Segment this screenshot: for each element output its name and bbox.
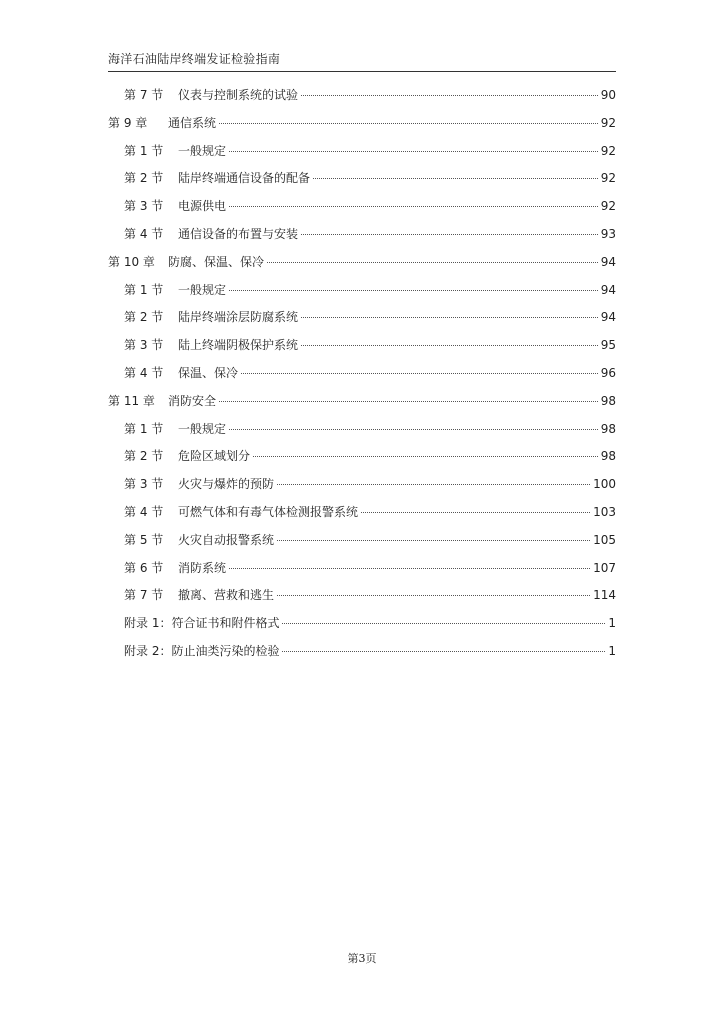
dot-leader <box>229 206 598 207</box>
dot-leader <box>277 595 590 596</box>
toc-entry-number: 第 1 节 <box>124 143 164 158</box>
toc-entry-title: 电源供电 <box>178 199 227 214</box>
toc-entry[interactable] <box>108 392 616 420</box>
toc-entry-title: 撤离、营救和逃生 <box>178 588 275 603</box>
toc-entry-page: 98 <box>600 449 616 464</box>
toc-entry-page: 94 <box>600 310 616 325</box>
dot-leader <box>229 151 598 152</box>
toc-entry[interactable] <box>108 475 616 503</box>
dot-leader <box>282 623 605 624</box>
toc-entry-title: 可燃气体和有毒气体检测报警系统 <box>178 504 359 519</box>
toc-entry-page: 92 <box>600 171 616 186</box>
toc-entry-title: 一般规定 <box>178 143 227 158</box>
toc-entry[interactable] <box>108 86 616 114</box>
toc-entry-page: 1 <box>608 643 616 658</box>
page-footer <box>0 950 724 966</box>
toc-entry[interactable] <box>108 364 616 392</box>
toc-entry-number: 第 6 节 <box>124 560 164 575</box>
dot-leader <box>277 484 590 485</box>
toc-entry-number: 第 2 节 <box>124 449 164 464</box>
toc-entry[interactable] <box>108 420 616 448</box>
dot-leader <box>253 456 598 457</box>
toc-entry-number: 第 2 节 <box>124 171 164 186</box>
dot-leader <box>277 540 590 541</box>
dot-leader <box>361 512 590 513</box>
toc-entry-title: 危险区域划分 <box>178 449 251 464</box>
toc-entry-page: 93 <box>600 226 616 241</box>
dot-leader <box>301 317 598 318</box>
dot-leader <box>301 345 598 346</box>
toc-entry-number: 第 2 节 <box>124 310 164 325</box>
toc-entry-page: 94 <box>600 282 616 297</box>
toc-entry-page: 92 <box>600 199 616 214</box>
page-number: 第3页 <box>347 952 377 965</box>
dot-leader <box>313 178 598 179</box>
toc-entry-number: 第 1 节 <box>124 421 164 436</box>
toc-entry-page: 114 <box>593 588 616 603</box>
toc-entry-page: 1 <box>608 616 616 631</box>
toc-entry-page: 105 <box>593 532 616 547</box>
toc-entry-page: 92 <box>600 115 616 130</box>
toc-entry-title: 陆岸终端涂层防腐系统 <box>178 310 299 325</box>
dot-leader <box>219 123 598 124</box>
toc-entry-title: 陆岸终端通信设备的配备 <box>178 171 311 186</box>
toc-entry-number: 第 11 章 <box>108 393 155 408</box>
toc-entry-page: 98 <box>600 393 616 408</box>
toc-entry-title: 一般规定 <box>178 421 227 436</box>
toc-entry-number: 第 3 节 <box>124 477 164 492</box>
toc-entry-title: 消防系统 <box>178 560 227 575</box>
toc-entry-number: 第 4 节 <box>124 226 164 241</box>
toc-entry[interactable] <box>108 253 616 281</box>
toc-entry-page: 90 <box>600 88 616 102</box>
toc-entry-number: 第 4 节 <box>124 365 164 380</box>
toc-entry-title: 附录 1：符合证书和附件格式 <box>124 616 280 631</box>
toc-entry-title: 通信设备的布置与安装 <box>178 226 299 241</box>
toc-entry[interactable] <box>108 197 616 225</box>
dot-leader <box>241 373 598 374</box>
toc-entry[interactable] <box>108 308 616 336</box>
toc-entry-title: 防腐、保温、保冷 <box>168 254 265 269</box>
toc-entry-page: 95 <box>600 338 616 353</box>
toc-entry[interactable] <box>108 559 616 587</box>
table-of-contents <box>108 86 616 670</box>
toc-entry-number: 第 4 节 <box>124 504 164 519</box>
dot-leader <box>301 95 598 96</box>
toc-entry[interactable] <box>108 225 616 253</box>
dot-leader <box>301 234 598 235</box>
toc-entry-page: 100 <box>593 477 616 492</box>
toc-entry-title: 火灾自动报警系统 <box>178 532 275 547</box>
toc-entry-number: 第 10 章 <box>108 254 155 269</box>
header-title: 海洋石油陆岸终端发证检验指南 <box>108 52 281 66</box>
dot-leader <box>282 651 605 652</box>
running-header <box>108 50 616 72</box>
dot-leader <box>229 568 590 569</box>
dot-leader <box>229 429 598 430</box>
toc-entry-title: 通信系统 <box>168 115 217 130</box>
toc-entry[interactable] <box>108 114 616 142</box>
toc-entry-title: 陆上终端阴极保护系统 <box>178 338 299 353</box>
toc-entry-number: 第 7 节 <box>124 88 164 102</box>
toc-entry-title: 一般规定 <box>178 282 227 297</box>
toc-entry-page: 92 <box>600 143 616 158</box>
toc-entry-title: 保温、保冷 <box>178 365 239 380</box>
toc-entry-number: 第 3 节 <box>124 338 164 353</box>
toc-entry-page: 103 <box>593 504 616 519</box>
toc-entry[interactable] <box>108 614 616 642</box>
toc-entry[interactable] <box>108 281 616 309</box>
toc-entry-page: 98 <box>600 421 616 436</box>
toc-entry-page: 107 <box>593 560 616 575</box>
toc-entry-page: 96 <box>600 365 616 380</box>
toc-entry[interactable] <box>108 531 616 559</box>
toc-entry[interactable] <box>108 336 616 364</box>
toc-entry-page: 94 <box>600 254 616 269</box>
toc-entry-number: 第 3 节 <box>124 199 164 214</box>
toc-entry-title: 火灾与爆炸的预防 <box>178 477 275 492</box>
toc-entry[interactable] <box>108 447 616 475</box>
toc-entry[interactable] <box>108 503 616 531</box>
toc-entry-title: 消防安全 <box>168 393 217 408</box>
toc-entry-number: 第 5 节 <box>124 532 164 547</box>
toc-entry-number: 第 7 节 <box>124 588 164 603</box>
dot-leader <box>267 262 598 263</box>
toc-entry-title: 附录 2：防止油类污染的检验 <box>124 643 280 658</box>
toc-entry-number: 第 1 节 <box>124 282 164 297</box>
toc-entry-number: 第 9 章 <box>108 115 148 130</box>
toc-entry[interactable] <box>108 142 616 170</box>
dot-leader <box>229 290 598 291</box>
toc-entry[interactable] <box>108 642 616 670</box>
toc-entry[interactable] <box>108 586 616 614</box>
toc-entry-title: 仪表与控制系统的试验 <box>178 88 299 102</box>
toc-entry[interactable] <box>108 169 616 197</box>
dot-leader <box>219 401 598 402</box>
